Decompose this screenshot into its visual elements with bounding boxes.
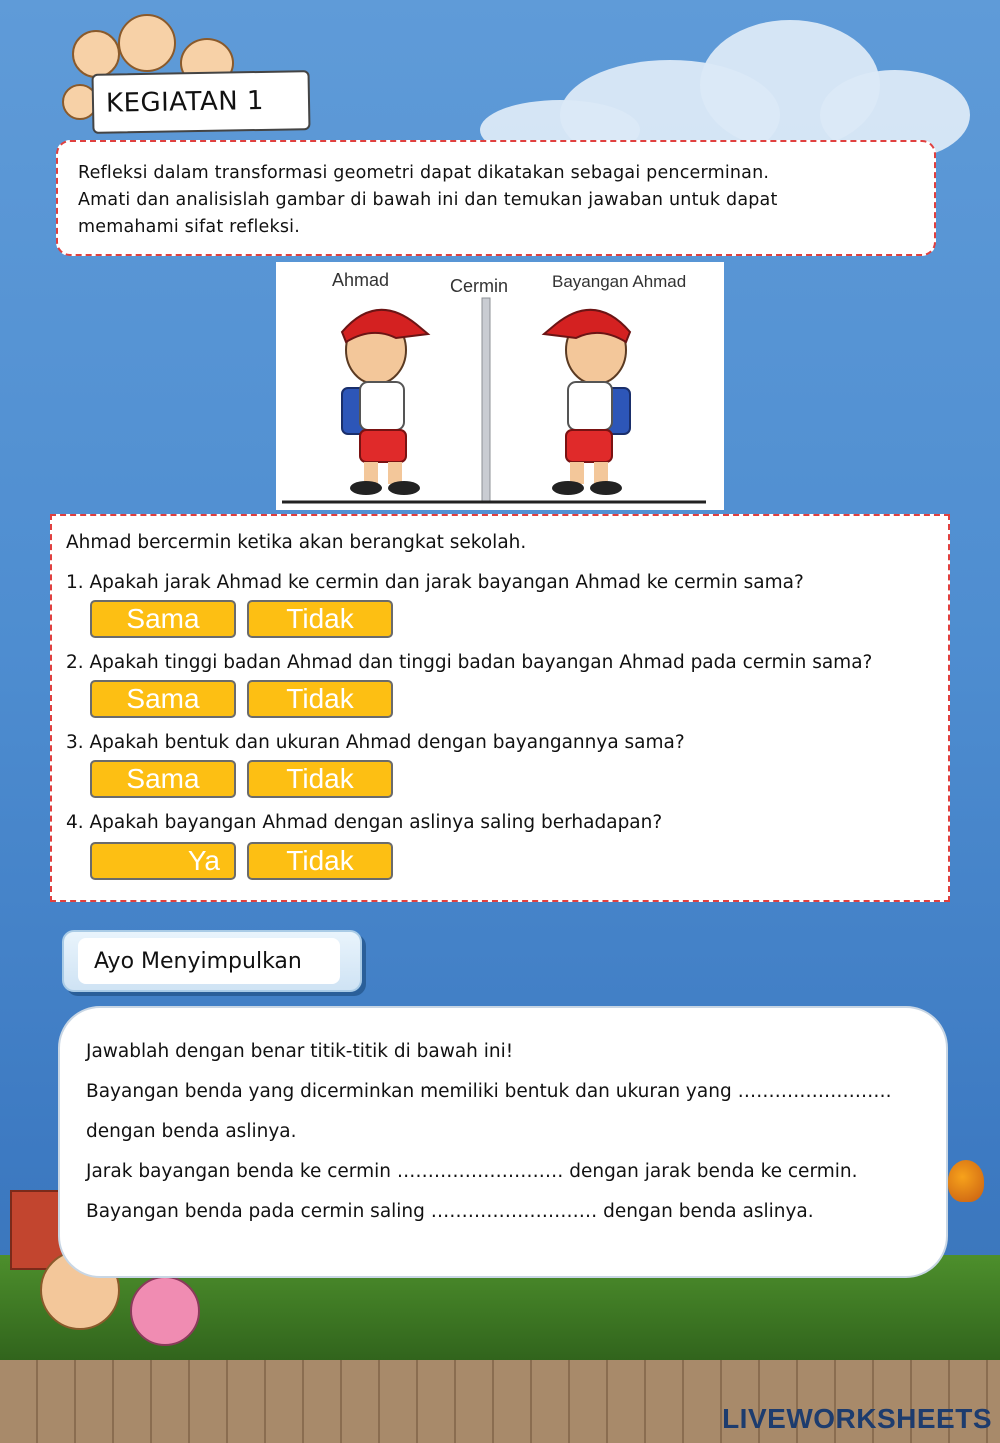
answer-sama-button[interactable]: Sama bbox=[90, 600, 236, 638]
kid-face-icon bbox=[118, 14, 176, 72]
answer-tidak-button[interactable]: Tidak bbox=[247, 680, 393, 718]
reflection-illustration bbox=[276, 262, 724, 510]
liveworksheets-logo: LIVEWORKSHEETS bbox=[722, 1403, 992, 1434]
section-label-box bbox=[62, 930, 362, 992]
question-1: 1. Apakah jarak Ahmad ke cermin dan jarak bayangan Ahmad ke cermin sama? bbox=[66, 572, 804, 593]
section-label: Ayo Menyimpulkan bbox=[78, 938, 340, 984]
questions-box bbox=[50, 514, 950, 902]
boy-icon bbox=[342, 310, 428, 495]
label-ahmad: Ahmad bbox=[332, 270, 390, 290]
conclusion-box bbox=[58, 1006, 948, 1278]
conclusion-line: Bayangan benda pada cermin saling ……………………… dengan benda aslinya. bbox=[86, 1201, 814, 1222]
kid-face-icon bbox=[72, 30, 120, 78]
answer-sama-button[interactable]: Sama bbox=[90, 760, 236, 798]
children-decoration bbox=[130, 1276, 200, 1346]
answer-sama-button[interactable]: Sama bbox=[90, 680, 236, 718]
answer-tidak-button[interactable]: Tidak bbox=[247, 600, 393, 638]
question-4: 4. Apakah bayangan Ahmad dengan aslinya saling berhadapan? bbox=[66, 812, 663, 833]
answer-ya-button[interactable]: Ya bbox=[90, 842, 236, 880]
questions-intro: Ahmad bercermin ketika akan berangkat sekolah. bbox=[66, 532, 527, 553]
conclusion-line: Jarak bayangan benda ke cermin ……………………… dengan jarak benda ke cermin. bbox=[86, 1161, 858, 1182]
conclusion-line: Bayangan benda yang dicerminkan memiliki bentuk dan ukuran yang ……………………. bbox=[86, 1081, 892, 1102]
boy-mirror-drawing bbox=[276, 262, 724, 510]
conclusion-line: dengan benda aslinya. bbox=[86, 1121, 297, 1142]
answer-tidak-button[interactable]: Tidak bbox=[247, 842, 393, 880]
conclusion-instruction: Jawablah dengan benar titik-titik di bawah ini! bbox=[86, 1041, 514, 1062]
activity-title: KEGIATAN 1 bbox=[91, 70, 310, 134]
intro-line: memahami sifat refleksi. bbox=[78, 217, 301, 237]
question-2: 2. Apakah tinggi badan Ahmad dan tinggi badan bayangan Ahmad pada cermin sama? bbox=[66, 652, 873, 673]
intro-line: Amati dan analisislah gambar di bawah ini dan temukan jawaban untuk dapat bbox=[78, 190, 778, 210]
intro-line: Refleksi dalam transformasi geometri dapat dikatakan sebagai pencerminan. bbox=[78, 163, 770, 183]
answer-tidak-button[interactable]: Tidak bbox=[247, 760, 393, 798]
question-3: 3. Apakah bentuk dan ukuran Ahmad dengan bayangannya sama? bbox=[66, 732, 685, 753]
butterfly-icon bbox=[948, 1160, 984, 1202]
label-reflection: Bayangan Ahmad bbox=[552, 272, 687, 291]
label-mirror: Cermin bbox=[450, 276, 509, 296]
boy-reflection-icon bbox=[544, 310, 630, 495]
intro-box bbox=[56, 140, 936, 256]
